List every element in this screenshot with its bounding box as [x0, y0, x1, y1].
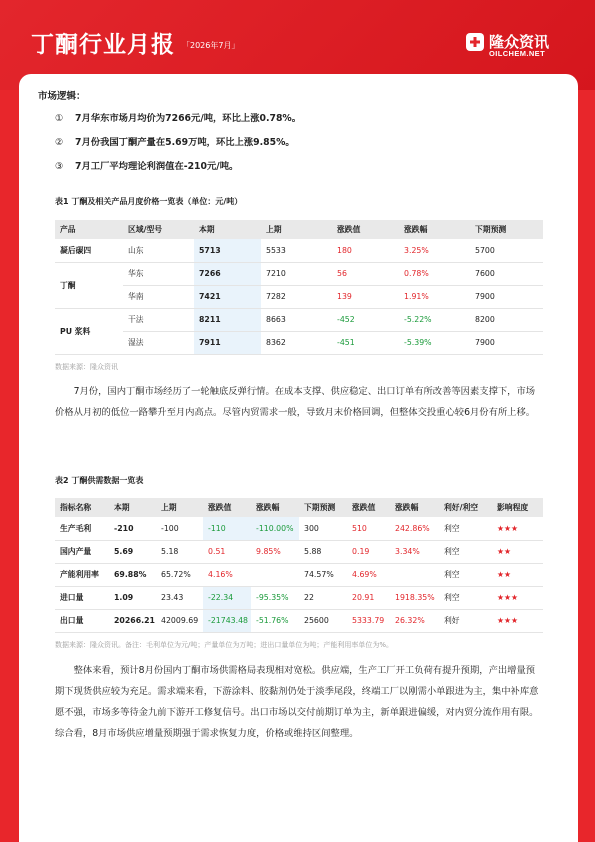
logic-item: ③ 7月工厂平均理论利润值在-210元/吨。: [55, 161, 239, 172]
pct-cell: 0.78%: [399, 262, 470, 285]
forecast-change-cell: 510: [347, 517, 390, 540]
prev-cell: 23.43: [156, 586, 203, 609]
current-cell: 7266: [194, 262, 261, 285]
prev-cell: 7282: [261, 285, 332, 308]
pct-cell: [251, 563, 299, 586]
forecast-pct-cell: [390, 563, 439, 586]
report-date: 「2026年7月」: [182, 41, 240, 50]
logic-item: ① 7月华东市场月均价为7266元/吨，环比上涨0.78%。: [55, 113, 302, 124]
impact-cell: 利空: [439, 517, 492, 540]
table-header-row: [55, 220, 543, 239]
table-row: [55, 308, 543, 331]
forecast-cell: 5.88: [299, 540, 347, 563]
change-cell: 56: [332, 262, 399, 285]
current-cell: 7911: [194, 331, 261, 354]
change-cell: -21743.48: [203, 609, 251, 632]
pct-cell: -95.35%: [251, 586, 299, 609]
indicator-cell: 国内产量: [55, 540, 109, 563]
col-header: 下期预测: [299, 498, 347, 517]
pct-cell: 3.25%: [399, 239, 470, 262]
forecast-cell: 7600: [470, 262, 543, 285]
col-header: 涨跌值: [347, 498, 390, 517]
col-header: 区域/型号: [123, 220, 194, 239]
region-cell: 山东: [123, 239, 194, 262]
table-row: [55, 540, 543, 563]
change-cell: 139: [332, 285, 399, 308]
prev-cell: 5533: [261, 239, 332, 262]
col-header: 涨跌值: [332, 220, 399, 239]
prev-cell: 42009.69: [156, 609, 203, 632]
logic-heading: 市场逻辑：: [38, 91, 86, 102]
current-cell: 8211: [194, 308, 261, 331]
table2-source: 数据来源：隆众资讯。备注：毛利单位为元/吨；产量单位为万吨；进出口量单位为吨；产能利用率单位为%。: [55, 641, 394, 649]
paragraph-1: 7月份，国内丁酮市场经历了一轮触底反弹行情。在成本支撑、供应稳定、出口订单有所改善等因素支撑下，市场价格从月初的低位一路攀升至月内高点。尽管内贸需求一般，导致月末价格回调，但整体交投重心较6月份有所上移。: [55, 386, 536, 418]
forecast-cell: 25600: [299, 609, 347, 632]
col-header: 产品: [55, 220, 123, 239]
forecast-cell: 7900: [470, 331, 543, 354]
level-cell: ★★★: [492, 517, 543, 540]
current-cell: 69.88%: [109, 563, 156, 586]
prev-cell: 8362: [261, 331, 332, 354]
prev-cell: -100: [156, 517, 203, 540]
col-header: 下期预测: [470, 220, 543, 239]
current-cell: 5713: [194, 239, 261, 262]
pct-cell: 1.91%: [399, 285, 470, 308]
product-cell: 丁酮: [55, 262, 123, 308]
pct-cell: -110.00%: [251, 517, 299, 540]
col-header: 涨跌幅: [251, 498, 299, 517]
product-cell: PU 浆料: [55, 308, 123, 354]
col-header: 本期: [194, 220, 261, 239]
forecast-cell: 22: [299, 586, 347, 609]
table-row: [55, 563, 543, 586]
prev-cell: 65.72%: [156, 563, 203, 586]
table2-caption: 表2 丁酮供需数据一览表: [55, 476, 144, 485]
prev-cell: 8663: [261, 308, 332, 331]
table-row: [55, 239, 543, 262]
forecast-cell: 7900: [470, 285, 543, 308]
table-row: [55, 517, 543, 540]
change-cell: -22.34: [203, 586, 251, 609]
pct-cell: -51.76%: [251, 609, 299, 632]
change-cell: -110: [203, 517, 251, 540]
forecast-change-cell: 20.91: [347, 586, 390, 609]
prev-cell: 7210: [261, 262, 332, 285]
region-cell: 华东: [123, 262, 194, 285]
table-header-row: [55, 498, 543, 517]
impact-cell: 利好: [439, 609, 492, 632]
indicator-cell: 出口量: [55, 609, 109, 632]
paragraph-2: 整体来看，预计8月份国内丁酮市场供需格局表现相对宽松。供应端，生产工厂开工负荷有提升预期，产出增量预期下现货供应较为充足。需求端来看，下游涂料、胶黏剂仍处于淡季尾段，终端工厂以刚需小单跟进为主，集中补库意愿不强，市场多等待金九前下游开工修复信号。出口市场以交付前期订单为主，新单跟进偏缓，对内贸分流作用有限。综合看，8月市场供应增量预期强于需求恢复力度，价格或维持区间整理。: [55, 665, 539, 739]
supply-demand-table: [55, 498, 543, 633]
level-cell: ★★: [492, 563, 543, 586]
logo-name: 隆众资讯: [489, 33, 550, 51]
change-cell: 0.51: [203, 540, 251, 563]
col-header: 涨跌幅: [399, 220, 470, 239]
level-cell: ★★: [492, 540, 543, 563]
forecast-cell: 5700: [470, 239, 543, 262]
forecast-cell: 74.57%: [299, 563, 347, 586]
forecast-pct-cell: 242.86%: [390, 517, 439, 540]
region-cell: 干法: [123, 308, 194, 331]
region-cell: 华南: [123, 285, 194, 308]
table-row: [55, 586, 543, 609]
forecast-change-cell: 5333.79: [347, 609, 390, 632]
impact-cell: 利空: [439, 540, 492, 563]
col-header: 利好/利空: [439, 498, 492, 517]
pct-cell: 9.85%: [251, 540, 299, 563]
col-header: 本期: [109, 498, 156, 517]
indicator-cell: 生产毛利: [55, 517, 109, 540]
forecast-change-cell: 4.69%: [347, 563, 390, 586]
product-cell: 凝后碳四: [55, 239, 123, 262]
oilchem-logo: [465, 30, 575, 60]
impact-cell: 利空: [439, 586, 492, 609]
change-cell: -452: [332, 308, 399, 331]
level-cell: ★★★: [492, 609, 543, 632]
price-table: [55, 220, 543, 355]
col-header: 涨跌幅: [390, 498, 439, 517]
indicator-cell: 进口量: [55, 586, 109, 609]
pct-cell: -5.39%: [399, 331, 470, 354]
logo-mark-icon: [465, 32, 485, 52]
report-title: 丁酮行业月报: [31, 32, 175, 58]
col-header: 上期: [156, 498, 203, 517]
indicator-cell: 产能利用率: [55, 563, 109, 586]
current-cell: 5.69: [109, 540, 156, 563]
level-cell: ★★★: [492, 586, 543, 609]
forecast-pct-cell: 1918.35%: [390, 586, 439, 609]
forecast-change-cell: 0.19: [347, 540, 390, 563]
table-row: [55, 609, 543, 632]
change-cell: 4.16%: [203, 563, 251, 586]
col-header: 指标名称: [55, 498, 109, 517]
table-row: [55, 262, 543, 285]
col-header: 上期: [261, 220, 332, 239]
table1-source: 数据来源：隆众资讯: [55, 363, 118, 371]
prev-cell: 5.18: [156, 540, 203, 563]
logic-item: ② 7月份我国丁酮产量在5.69万吨，环比上涨9.85%。: [55, 137, 295, 148]
forecast-pct-cell: 26.32%: [390, 609, 439, 632]
col-header: 影响程度: [492, 498, 543, 517]
forecast-cell: 8200: [470, 308, 543, 331]
table1-caption: 表1 丁酮及相关产品月度价格一览表（单位：元/吨）: [55, 197, 243, 206]
impact-cell: 利空: [439, 563, 492, 586]
region-cell: 湿法: [123, 331, 194, 354]
forecast-pct-cell: 3.34%: [390, 540, 439, 563]
logo-en: OILCHEM.NET: [489, 49, 546, 58]
current-cell: 7421: [194, 285, 261, 308]
forecast-cell: 300: [299, 517, 347, 540]
table-row: [55, 331, 543, 354]
current-cell: 1.09: [109, 586, 156, 609]
change-cell: 180: [332, 239, 399, 262]
change-cell: -451: [332, 331, 399, 354]
table-row: [55, 285, 543, 308]
current-cell: 20266.21: [109, 609, 156, 632]
current-cell: -210: [109, 517, 156, 540]
pct-cell: -5.22%: [399, 308, 470, 331]
col-header: 涨跌值: [203, 498, 251, 517]
